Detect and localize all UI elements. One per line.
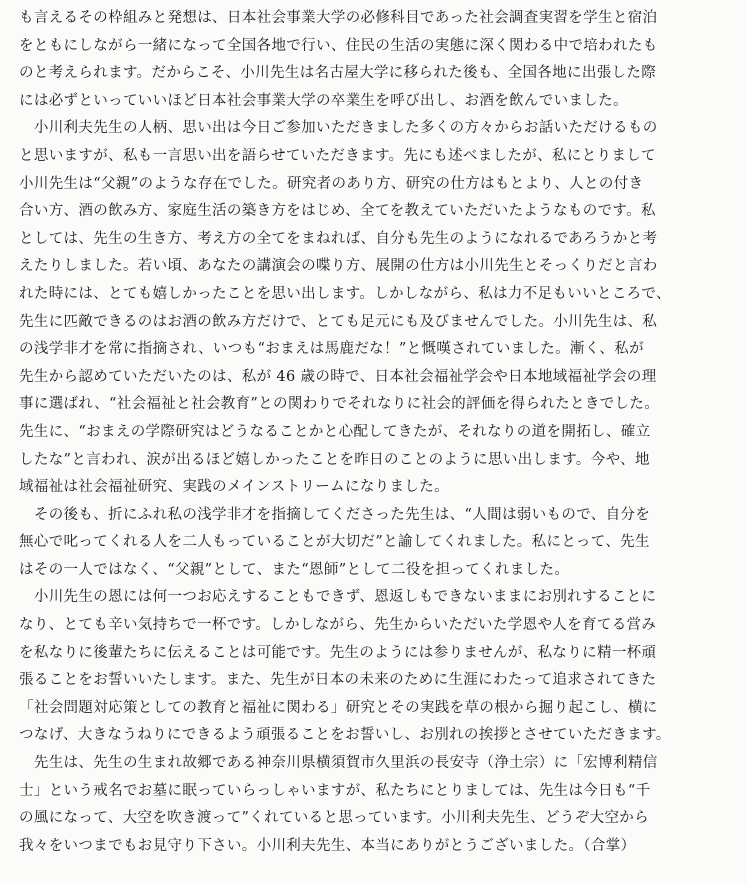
text-line: 無心で叱ってくれる人を二人もっていることが大切だ”と諭してくれました。私にとって、先生 [19,534,650,551]
text-line: 小川先生は“父親”のような存在でした。研究者のあり方、研究の仕方はもとより、人との付き [19,175,644,192]
text-line: はその一人ではなく、“父親”として、また“恩師”として二役を担ってくれました。 [19,561,570,578]
text-line: 事に選ばれ、“社会福祉と社会教育”との関わりでそれなりに社会的評価を得られたときでした。 [19,396,660,413]
text-line: 先生に、“おまえの学際研究はどうなることかと心配してきたが、それなりの道を開拓し、確立 [19,423,651,440]
text-line: れた時には、とても嬉しかったことを思い出します。しかしながら、私は力不足もいいところで、 [19,285,671,302]
text-line: の風になって、大空を吹き渡って”くれていると思っています。小川利夫先生、どうぞ大空から [19,810,650,827]
text-line: 我々をいつまでもお見守り下さい。小川利夫先生、本当にありがとうございました。（合掌） [19,837,636,854]
text-line: 先生は、先生の生まれ故郷である神奈川県横須賀市久里浜の長安寺（浄土宗）に「宏博利精信 [19,755,658,772]
text-line: 域福祉は社会福祉研究、実践のメインストリームになりました。 [19,479,449,496]
text-line: 小川利夫先生の人柄、思い出は今日ご参加いただきました多くの方々からお話いただけるもの [19,120,658,137]
text-line: つなげ、大きなうねりにできるよう頑張ることをお誓いし、お別れの挨拶とさせていただきます。 [19,727,671,744]
text-line: 合い方、酒の飲み方、家庭生活の築き方をはじめ、全てを教えていただいたようなものです。私 [19,203,656,220]
text-line: と思いますが、私も一言思い出を語らせていただきます。先にも述べましたが、私にとりまして [19,147,656,164]
document-body-text [19,5,727,860]
text-line: 「社会問題対応策としての教育と福祉に関わる」研究とその実践を草の根から掘り起こし、横に [19,699,658,716]
text-line: 先生に匹敵できるのはお酒の飲み方だけで、とても足元にも及びませんでした。小川先生は、私 [19,313,658,330]
text-line: 士」という戒名でお墓に眠っていらっしゃいますが、私たちにとりましては、先生は今日も“千 [19,782,651,799]
text-line: を私なりに後輩たちに伝えることは可能です。先生のようには参りませんが、私なりに精一杯頑 [19,644,657,661]
text-line: をともにしながら一緒になって全国各地で行い、住民の生活の実態に深く関わる中で培われたも [19,37,658,54]
text-line: の浅学非才を常に指摘され、いつも“おまえは馬鹿だな！”と慨嘆されていました。漸く、私が [19,341,644,358]
text-line: のと考えられます。だからこそ、小川先生は名古屋大学に移られた後も、全国各地に出張した際 [19,65,657,82]
text-line: 先生から認めていただいたのは、私が 46 歳の時で、日本社会福祉学会や日本地域福祉学会の理 [19,368,657,385]
text-line: その後も、折にふれ私の浅学非才を指摘してくださった先生は、“人間は弱いもので、自分を [19,506,651,523]
text-line: には必ずといっていいほど日本社会事業大学の卒業生を呼び出し、お酒を飲んでいました。 [19,92,628,109]
text-line: したな”と言われ、涙が出るほど嬉しかったことを昨日のことのように思い出します。今や、地 [19,451,650,468]
text-line: 張ることをお誓いいたします。また、先生が日本の未来のために生涯にわたって追求されてきた [19,672,657,689]
text-line: も言えるその枠組みと発想は、日本社会事業大学の必修科目であった社会調査実習を学生と宿泊 [19,10,658,26]
text-line: 小川先生の恩には何一つお応えすることもできず、恩返しもできないままにお別れすることに [19,589,657,606]
text-line: としては、先生の生き方、考え方の全てをまねれば、自分も先生のようになれるであろうかと考 [19,230,658,247]
text-line: なり、とても辛い気持ちで一杯です。しかしながら、先生からいただいた学恩や人を育てる営み [19,617,657,634]
text-line: えたりしました。若い頃、あなたの講演会の喋り方、展開の仕方は小川先生とそっくりだと言わ [19,258,658,275]
